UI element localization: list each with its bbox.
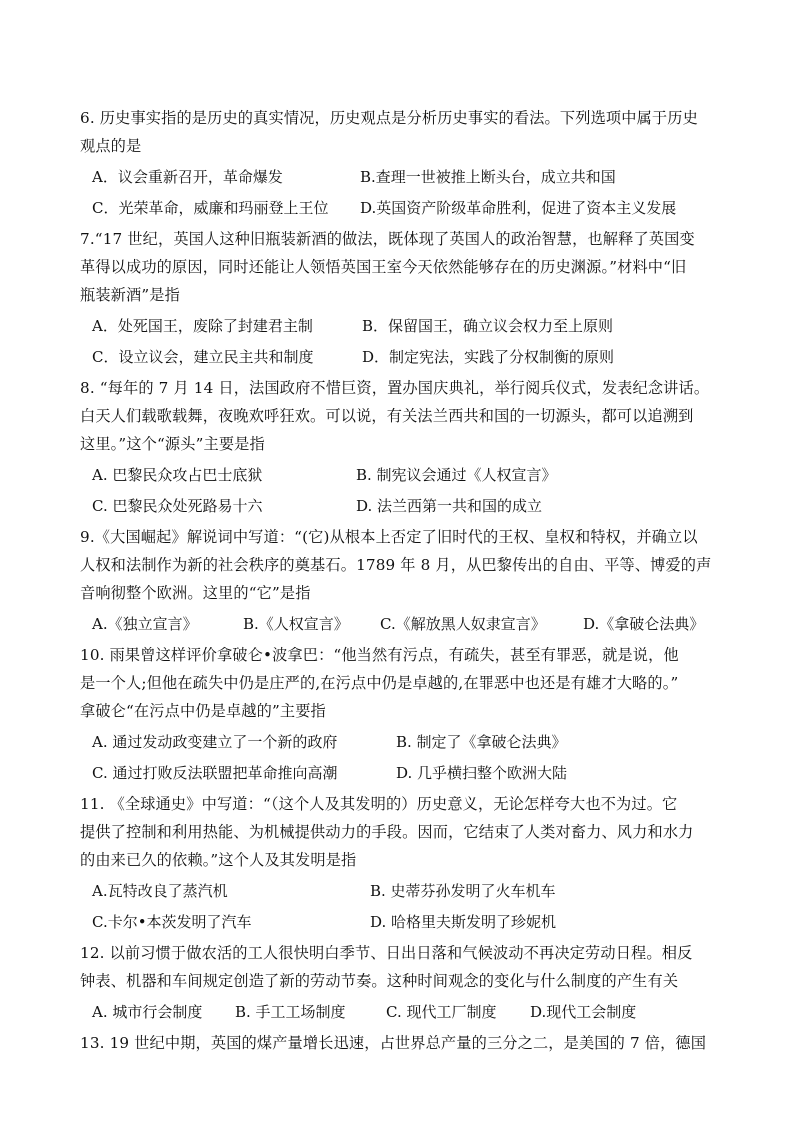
question-11-option-a: A.瓦特改良了蒸汽机 (92, 882, 228, 900)
question-8-option-a: A. 巴黎民众攻占巴士底狱 (92, 466, 263, 484)
question-12-option-a: A. 城市行会制度 (92, 1003, 203, 1021)
question-11-option-d: D. 哈格里夫斯发明了珍妮机 (370, 913, 557, 931)
question-7-stem-line-3: 瓶装新酒”是指 (80, 286, 180, 304)
question-10-option-a: A. 通过发动政变建立了一个新的政府 (92, 733, 338, 751)
question-11-stem-line-1: 11. 《全球通史》中写道：“（这个人及其发明的）历史意义，无论怎样夸大也不为过。它 (80, 795, 678, 813)
question-8-stem-line-2: 白天人们载歌载舞，夜晚欢呼狂欢。可以说，有关法兰西共和国的一切源头，都可以追溯到 (80, 407, 694, 425)
question-12-option-b: B. 手工工场制度 (235, 1003, 346, 1021)
question-11-option-b: B. 史蒂芬孙发明了火车机车 (370, 882, 556, 900)
question-10-option-b: B. 制定了《拿破仑法典》 (396, 733, 567, 751)
question-10-stem-line-2: 是一个人;但他在疏失中仍是庄严的,在污点中仍是卓越的,在罪恶中也还是有雄才大略的。” (80, 674, 679, 692)
question-8-stem-line-3: 这里。”这个“源头”主要是指 (80, 435, 265, 453)
question-10-stem-line-1: 10. 雨果曾这样评价拿破仑•波拿巴：“他当然有污点，有疏失，甚至有罪恶，就是说，他 (80, 646, 679, 664)
question-9-stem-line-1: 9.《大国崛起》解说词中写道：“(它)从根本上否定了旧时代的王权、皇权和特权，并确立以 (80, 528, 698, 546)
question-8-stem-line-1: 8. “每年的 7 月 14 日，法国政府不惜巨资，置办国庆典礼，举行阅兵仪式，发表纪念讲话。 (80, 379, 710, 397)
question-9-stem-line-2: 人权和法制作为新的社会秩序的奠基石。1789 年 8 月，从巴黎传出的自由、平等、博爱的声 (80, 556, 712, 574)
question-13-stem-line-1: 13. 19 世纪中期，英国的煤产量增长迅速，占世界总产量的三分之二，是美国的 7 倍，德国 (80, 1034, 707, 1052)
question-7-option-a: A．处死国王，废除了封建君主制 (92, 317, 313, 335)
question-9-option-c: C.《解放黑人奴隶宣言》 (380, 615, 546, 633)
question-6-option-b: B.查理一世被推上断头台，成立共和国 (360, 168, 616, 186)
question-12-option-c: C. 现代工厂制度 (386, 1003, 497, 1021)
question-7-stem-line-2: 革得以成功的原因，同时还能让人领悟英国王室今天依然能够存在的历史渊源。”材料中“旧 (80, 258, 687, 276)
question-6-option-a: A．议会重新召开，革命爆发 (92, 168, 283, 186)
question-7-option-b: B．保留国王，确立议会权力至上原则 (362, 317, 614, 335)
question-6-option-c: C．光荣革命，威廉和玛丽登上王位 (92, 199, 329, 217)
question-6-stem-line-1: 6. 历史事实指的是历史的真实情况，历史观点是分析历史事实的看法。下列选项中属于历史 (80, 109, 698, 127)
question-9-option-a: A.《独立宣言》 (92, 615, 198, 633)
question-10-stem-line-3: 拿破仑“在污点中仍是卓越的”主要指 (80, 702, 326, 720)
question-9-stem-line-3: 音响彻整个欧洲。这里的“它”是指 (80, 584, 311, 602)
question-6-stem-line-2: 观点的是 (80, 137, 142, 155)
question-11-stem-line-3: 的由来已久的依赖。”这个人及其发明是指 (80, 851, 357, 869)
question-10-option-c: C. 通过打败反法联盟把革命推向高潮 (92, 764, 338, 782)
question-7-option-c: C．设立议会，建立民主共和制度 (92, 348, 314, 366)
question-7-option-d: D．制定宪法，实践了分权制衡的原则 (362, 348, 615, 366)
question-10-option-d: D. 几乎横扫整个欧洲大陆 (396, 764, 568, 782)
question-12-stem-line-1: 12. 以前习惯于做农活的工人很快明白季节、日出日落和气候波动不再决定劳动日程。相反 (80, 944, 693, 962)
question-12-option-d: D.现代工会制度 (530, 1003, 637, 1021)
question-9-option-d: D.《拿破仑法典》 (583, 615, 705, 633)
question-12-stem-line-2: 钟表、机器和车间规定创造了新的劳动节奏。这种时间观念的变化与什么制度的产生有关 (80, 972, 679, 990)
question-8-option-c: C. 巴黎民众处死路易十六 (92, 497, 263, 515)
question-11-stem-line-2: 提供了控制和利用热能、为机械提供动力的手段。因而，它结束了人类对畜力、风力和水力 (80, 823, 694, 841)
question-6-option-d: D.英国资产阶级革命胜利，促进了资本主义发展 (360, 199, 677, 217)
question-8-option-b: B. 制宪议会通过《人权宣言》 (356, 466, 557, 484)
question-9-option-b: B.《人权宣言》 (243, 615, 349, 633)
question-11-option-c: C.卡尔•本茨发明了汽车 (92, 913, 252, 931)
question-8-option-d: D. 法兰西第一共和国的成立 (356, 497, 543, 515)
question-7-stem-line-1: 7.“17 世纪，英国人这种旧瓶装新酒的做法，既体现了英国人的政治智慧，也解释了英国变 (80, 230, 695, 248)
